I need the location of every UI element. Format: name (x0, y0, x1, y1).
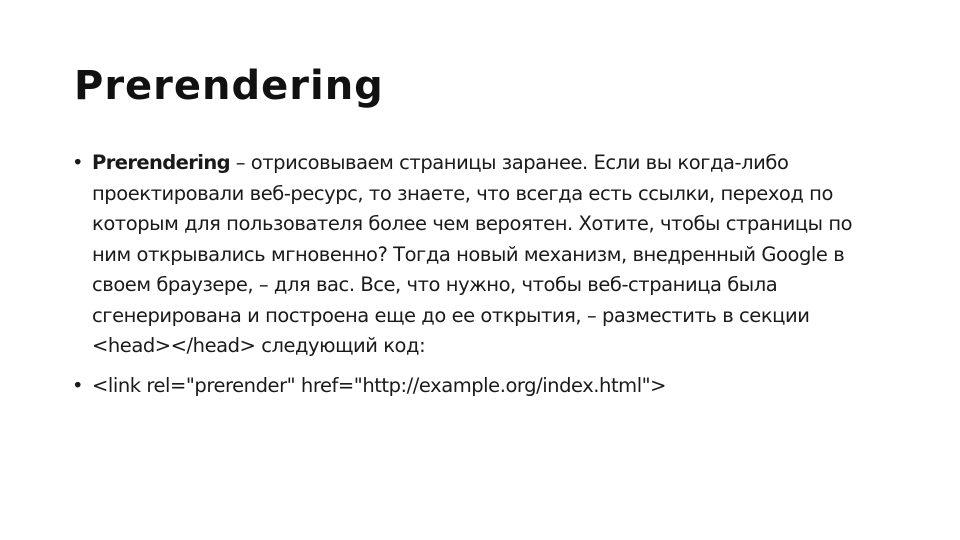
bullet-marker: • (72, 373, 84, 397)
bullet-marker: • (72, 151, 84, 174)
bullet-code-text: <link rel="prerender" href="http://example.org/index.html"> (92, 373, 667, 397)
bullet-item-code (72, 371, 872, 402)
slide-title: Prerendering (74, 63, 384, 109)
bullet-text: – отрисовываем страницы заранее. Если вы когда-либо проектировали веб-ресурс, то знаете, что всегда есть ссылки, переход по которым для пользователя более чем вероятен. Хотите, чтобы страницы по ним открывались мгновенно? Тогда новый механизм, внедренный Google в своем браузере, – для вас. Все, что нужно, чтобы веб-страница была сгенерирована и построена еще до ее открытия, – разместить в секции <head></head> следующий код: (92, 151, 853, 357)
bullet-list (72, 148, 872, 401)
bullet-term: Prerendering (92, 151, 230, 174)
bullet-item-prerendering (72, 148, 872, 362)
